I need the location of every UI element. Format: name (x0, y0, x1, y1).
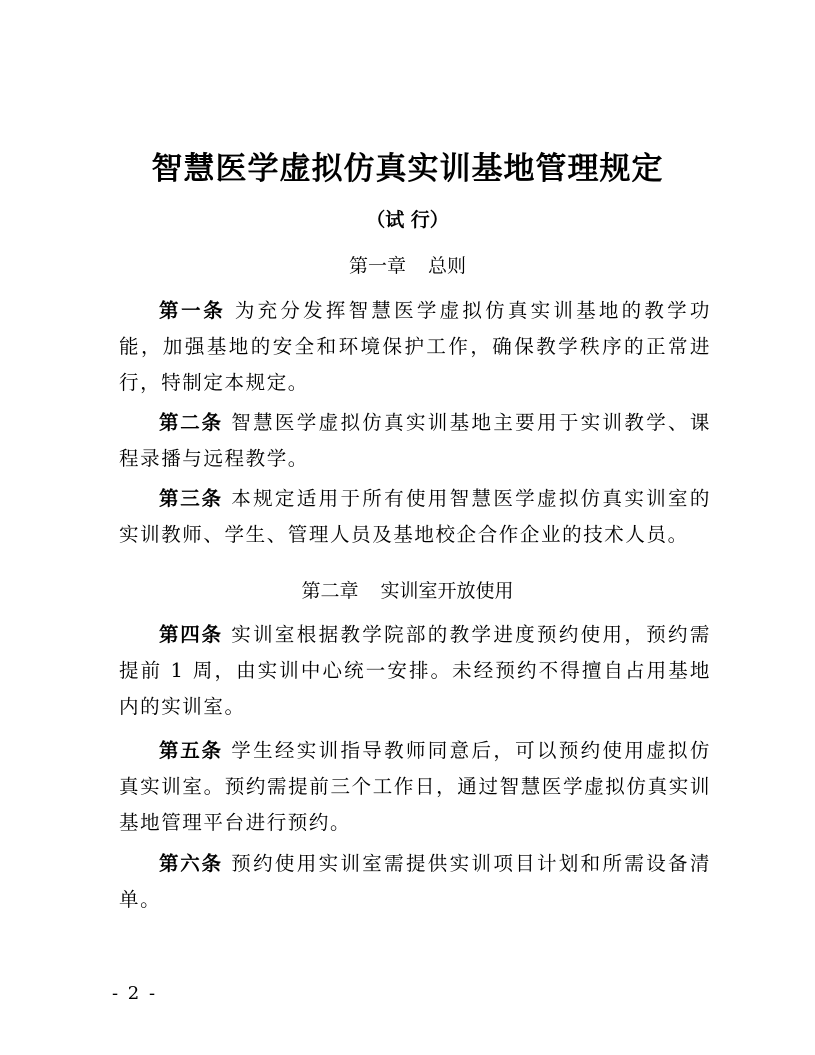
article-paragraph (119, 405, 711, 477)
page-number: - 2 - (112, 983, 158, 1004)
chapter-name: 总则 (428, 255, 467, 277)
article-heading: 第六条 (159, 852, 223, 875)
article-paragraph (119, 293, 711, 401)
chapter-heading (0, 251, 815, 278)
article-text: 本规定适用于所有使用智慧医学虚拟仿真实训室的实训教师、学生、管理人员及基地校企合作企业的技术人员。 (119, 487, 711, 546)
article-paragraph (119, 481, 711, 553)
article-text: 智慧医学虚拟仿真实训基地主要用于实训教学、课程录播与远程教学。 (119, 411, 711, 470)
document-title: 智慧医学虚拟仿真实训基地管理规定 (151, 151, 664, 187)
document-subtitle: （试 行） (366, 209, 449, 231)
article-text: 学生经实训指导教师同意后，可以预约使用虚拟仿真实训室。预约需提前三个工作日，通过智慧医学虚拟仿真实训基地管理平台进行预约。 (119, 739, 711, 834)
article-text: 为充分发挥智慧医学虚拟仿真实训基地的教学功能，加强基地的安全和环境保护工作，确保教学秩序的正常进行，特制定本规定。 (119, 299, 711, 394)
article-heading: 第四条 (159, 623, 223, 646)
article-text: 预约使用实训室需提供实训项目计划和所需设备清单。 (119, 852, 711, 911)
chapter-number: 第一章 (348, 255, 406, 277)
chapter-number: 第二章 (301, 580, 359, 602)
article-heading: 第一条 (159, 299, 226, 322)
article-heading: 第二条 (159, 411, 223, 434)
article-paragraph (119, 733, 711, 841)
chapter-heading (0, 576, 815, 603)
article-paragraph (119, 846, 711, 918)
article-paragraph (119, 617, 711, 725)
chapter-name: 实训室开放使用 (380, 580, 514, 602)
article-heading: 第三条 (159, 487, 223, 510)
article-heading: 第五条 (159, 739, 223, 762)
article-text: 实训室根据教学院部的教学进度预约使用，预约需提前 1 周，由实训中心统一安排。未经预约不得擅自占用基地内的实训室。 (119, 623, 711, 718)
